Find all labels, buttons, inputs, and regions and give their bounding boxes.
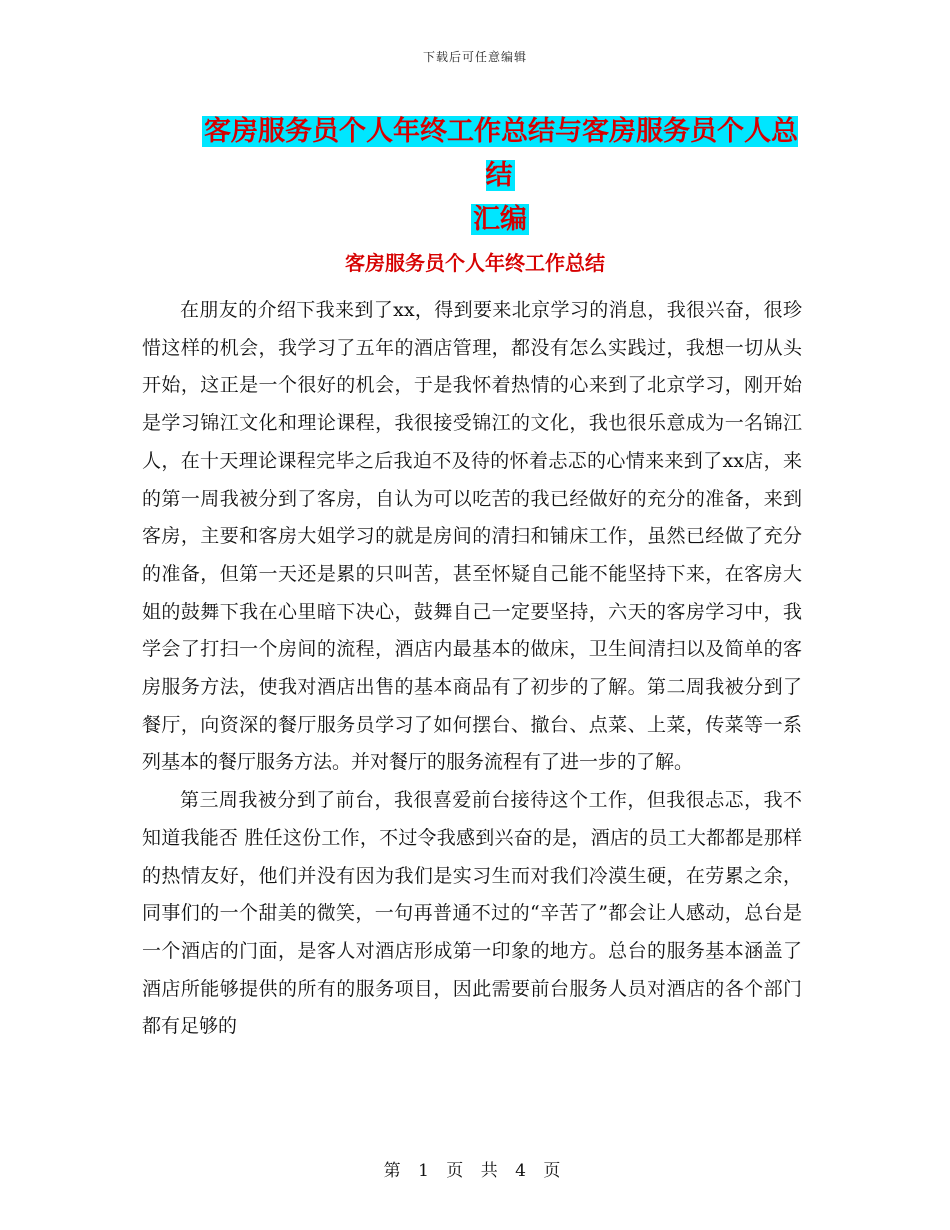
paragraph: 第三周我被分到了前台，我很喜爱前台接待这个工作，但我很忐忑，我不知道我能否 胜任这份工作，不过令我感到兴奋的是，酒店的员工大都都是那样的热情友好，他们并没有因为我们是实习生而对我们冷漠生硬，在劳累之余，同事们的一个甜美的微笑，一句再普通不过的“辛苦了”都会让人感动，总台是一个酒店的门面，是客人对酒店形成第一印象的地方。总台的服务基本涵盖了酒店所能够提供的所有的服务项目，因此需要前台服务人员对酒店的各个部门都有足够的	[142, 789, 802, 1038]
section-title: 客房服务员个人年终工作总结	[345, 251, 605, 275]
document-body	[142, 292, 802, 1046]
document-title	[190, 110, 810, 242]
page-footer: 第 1 页 共 4 页	[383, 1161, 567, 1181]
paragraph: 在朋友的介绍下我来到了xx，得到要来北京学习的消息，我很兴奋，很珍惜这样的机会，我学习了五年的酒店管理，都没有怎么实践过，我想一切从头开始，这正是一个很好的机会，于是我怀着热情的心来到了北京学习，刚开始是学习锦江文化和理论课程，我很接受锦江的文化，我也很乐意成为一名锦江人，在十天理论课程完毕之后我迫不及待的怀着忐忑的心情来来到了xx店，来的第一周我被分到了客房，自认为可以吃苦的我已经做好的充分的准备，来到客房，主要和客房大姐学习的就是房间的清扫和铺床工作，虽然已经做了充分的准备，但第一天还是累的只叫苦，甚至怀疑自己能不能坚持下来，在客房大姐的鼓舞下我在心里暗下决心，鼓舞自己一定要坚持，六天的客房学习中，我学会了打扫一个房间的流程，酒店内最基本的做床，卫生间清扫以及简单的客房服务方法，使我对酒店出售的基本商品有了初步的了解。第二周我被分到了餐厅，向资深的餐厅服务员学习了如何摆台、撤台、点菜、上菜，传菜等一系列基本的餐厅服务方法。并对餐厅的服务流程有了进一步的了解。	[142, 299, 802, 774]
document-title-line-1: 客房服务员个人年终工作总结与客房服务员个人总结	[204, 116, 798, 191]
header-note: 下载后可任意编辑	[422, 50, 527, 64]
document-title-line-2: 汇编	[473, 204, 527, 235]
